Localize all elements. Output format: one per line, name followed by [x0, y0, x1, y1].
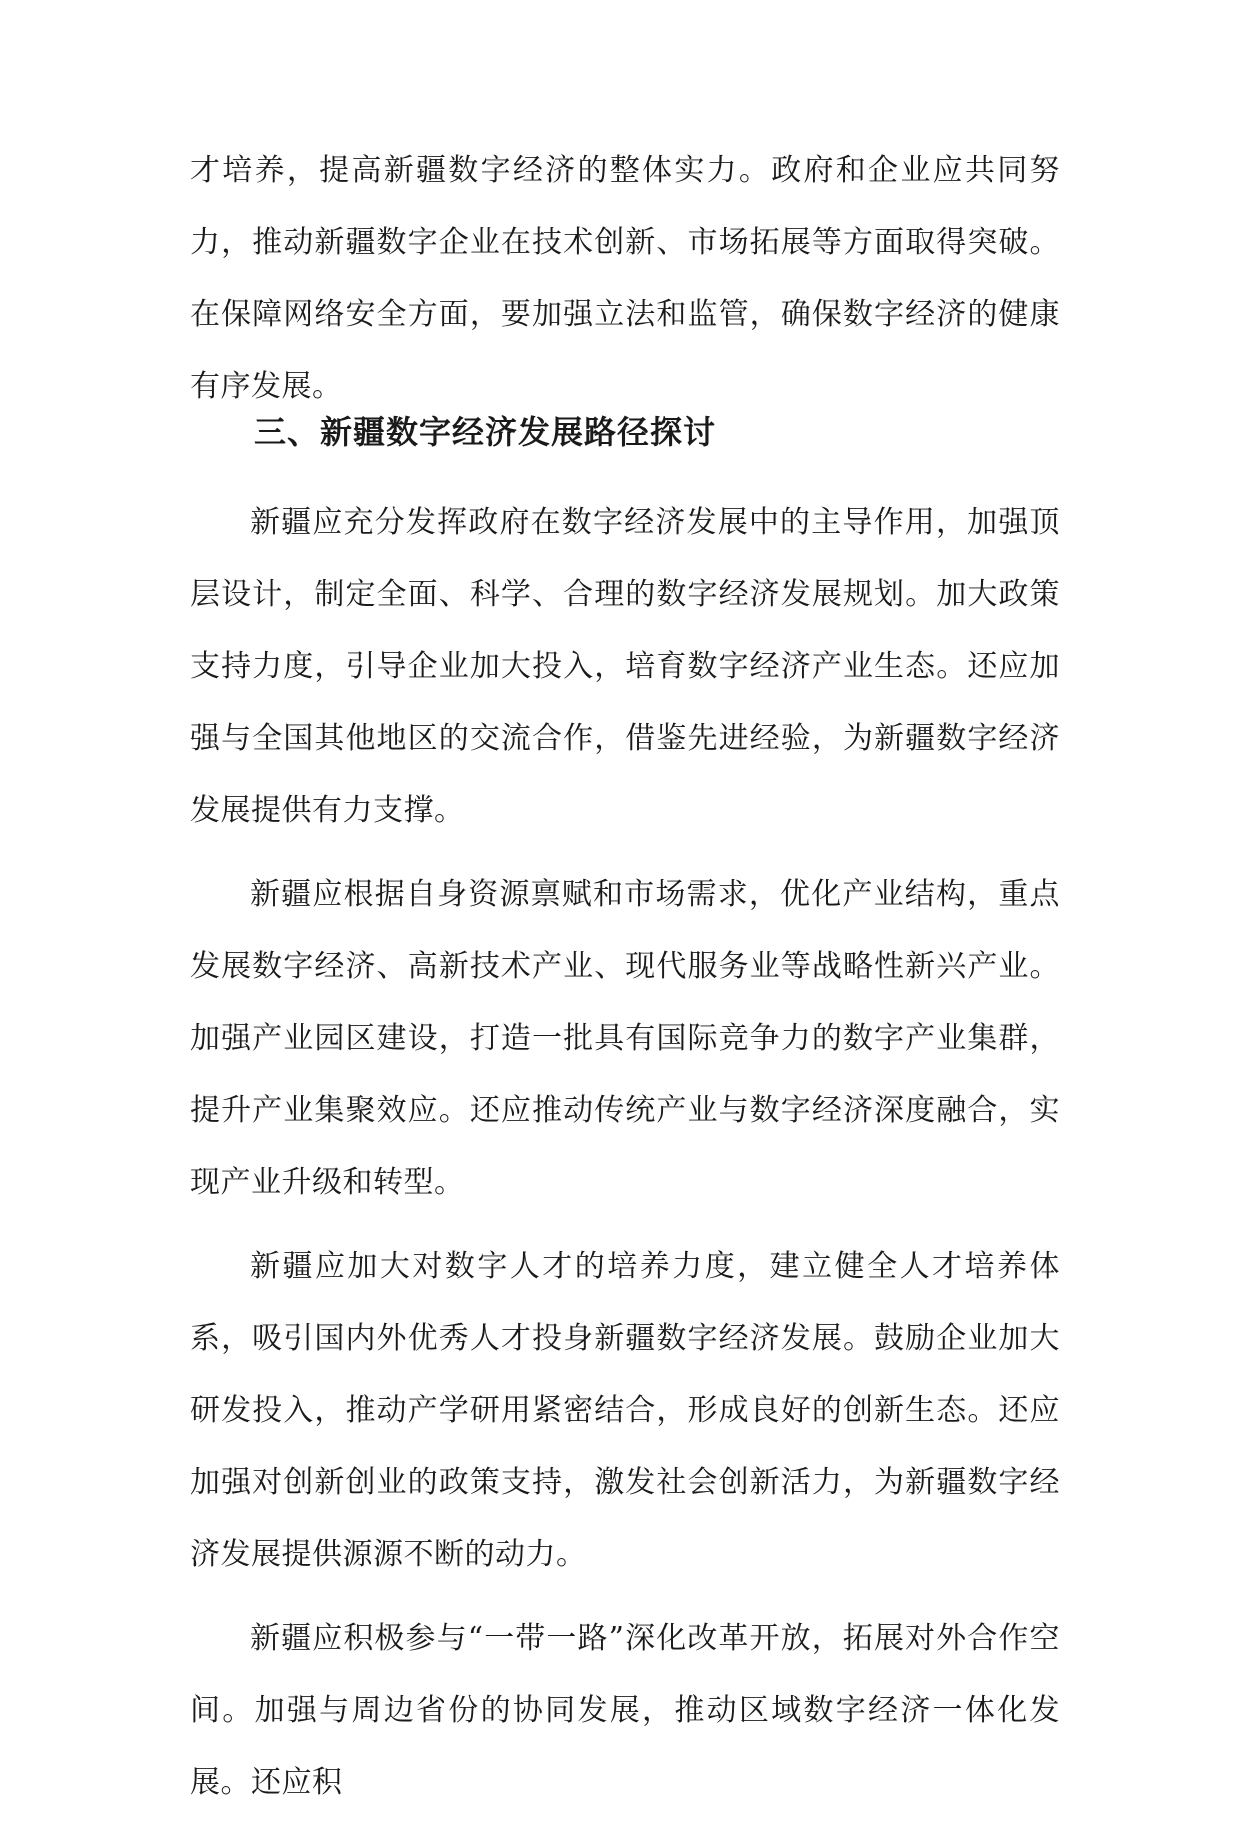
body-paragraph: 新疆应加大对数字人才的培养力度，建立健全人才培养体系，吸引国内外优秀人才投身新疆数字经济发展。鼓励企业加大研发投入，推动产学研用紧密结合，形成良好的创新生态。还应加强对创新创业的政策支持，激发社会创新活力，为新疆数字经济发展提供源源不断的动力。	[190, 1249, 1060, 1572]
body-paragraph: 新疆应充分发挥政府在数字经济发展中的主导作用，加强顶层设计，制定全面、科学、合理的数字经济发展规划。加大政策支持力度，引导企业加大投入，培育数字经济产业生态。还应加强与全国其他地区的交流合作，借鉴先进经验，为新疆数字经济发展提供有力支撑。	[190, 505, 1060, 828]
body-paragraph: 新疆应根据自身资源禀赋和市场需求，优化产业结构，重点发展数字经济、高新技术产业、现代服务业等战略性新兴产业。加强产业园区建设，打造一批具有国际竞争力的数字产业集群，提升产业集聚效应。还应推动传统产业与数字经济深度融合，实现产业升级和转型。	[190, 877, 1060, 1200]
section-body	[190, 487, 1060, 1831]
lead-paragraph: 才培养，提高新疆数字经济的整体实力。政府和企业应共同努力，推动新疆数字企业在技术创新、市场拓展等方面取得突破。在保障网络安全方面，要加强立法和监管，确保数字经济的健康有序发展。	[190, 153, 1060, 404]
section-heading: 三、新疆数字经济发展路径探讨	[254, 413, 717, 451]
body-paragraph: 新疆应积极参与“一带一路”深化改革开放，拓展对外合作空间。加强与周边省份的协同发展，推动区域数字经济一体化发展。还应积	[190, 1621, 1060, 1800]
